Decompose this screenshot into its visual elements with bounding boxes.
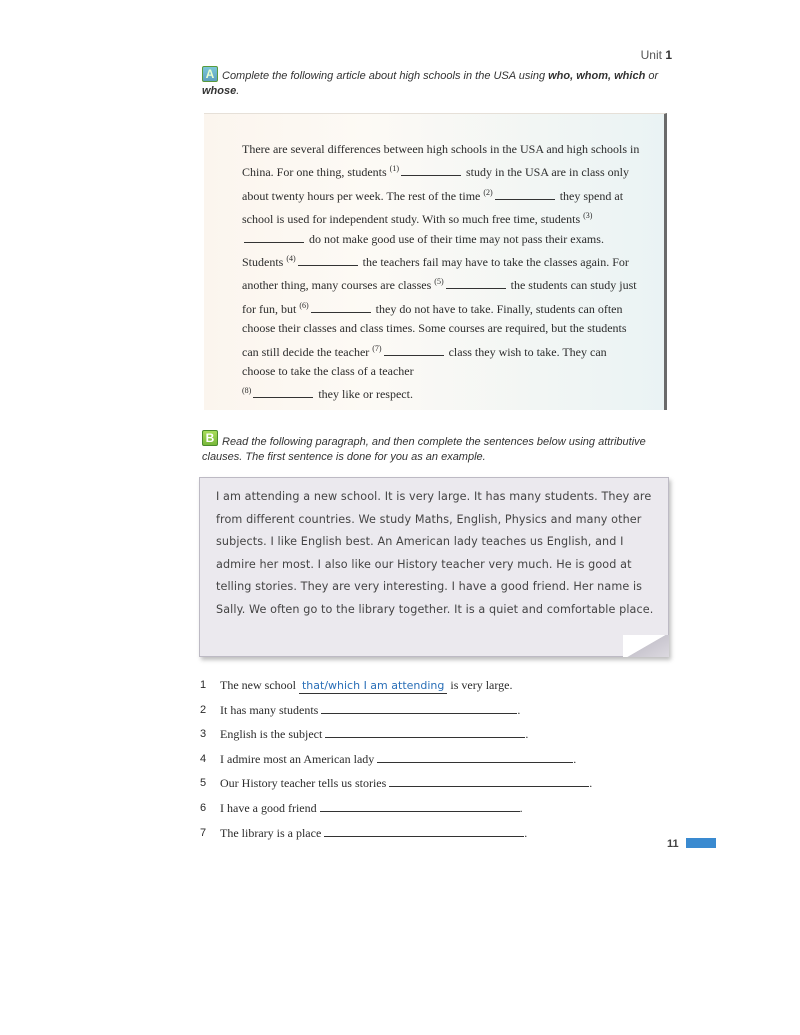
list-item: 4 I admire most an American lady .: [200, 751, 577, 766]
blank-6[interactable]: [311, 302, 371, 313]
blank-number: (8): [242, 386, 252, 396]
answer-blank[interactable]: [320, 799, 520, 812]
blank-3[interactable]: [244, 232, 304, 243]
answer-blank[interactable]: [389, 774, 589, 787]
blank-number: (2): [483, 187, 493, 197]
page-number: 11: [667, 838, 679, 850]
answer-blank[interactable]: [377, 750, 573, 763]
list-item: 7 The library is a place .: [200, 825, 528, 840]
answer-blank[interactable]: [324, 824, 524, 837]
page-curl-decoration: [623, 635, 669, 657]
exercise-list: [200, 676, 640, 848]
paragraph-text: I am attending a new school. It is very large. It has many students. They are from different countries. We study Maths, English, Physics and many other subjects. I like English best. An American lady teaches us English, and I admire her most. I also like our History teacher very much. He is good at telling stories. They are very interesting. I have a good friend. Her name is Sally. We often go to the library together. It is a quiet and comfortable place.: [216, 490, 654, 616]
blank-8[interactable]: [253, 387, 313, 398]
blank-5[interactable]: [446, 278, 506, 289]
blank-1[interactable]: [401, 165, 461, 176]
page-accent-bar: [684, 838, 716, 848]
list-item: 5 Our History teacher tells us stories .: [200, 776, 593, 791]
blank-number: (7): [372, 343, 382, 353]
answer-blank[interactable]: [321, 701, 517, 714]
unit-label: Unit 1: [640, 48, 672, 62]
blank-7[interactable]: [384, 345, 444, 356]
list-item: 6 I have a good friend .: [200, 800, 523, 815]
section-a-instruction: Complete the following article about high schools in the USA using who, whom, which or whose.: [202, 70, 659, 97]
list-item: 1 The new school that/which I am attending is very large.: [200, 678, 513, 692]
answer-blank[interactable]: [325, 725, 525, 738]
blank-number: (3): [583, 211, 593, 221]
list-item: 2 It has many students .: [200, 702, 521, 717]
blank-4[interactable]: [298, 255, 358, 266]
article-box: [204, 113, 667, 410]
section-b-badge: B: [202, 430, 218, 446]
paragraph-note: [199, 477, 669, 657]
blank-number: (1): [389, 164, 399, 174]
section-a-badge: A: [202, 66, 218, 82]
blank-number: (4): [286, 254, 296, 264]
article-text: There are several differences between high schools in the USA and high schools in China. For one thing, students $^{(1)}$ study in the USA are in class only about twenty hours per week. The rest of the time $^{(2)}$ they spend at school is used for independent study. With so much free time, students $^{(3)}$ do not make good use of their time may not pass their exams. Students $^{(4)}$ the teachers fail may have to take the classes again. For another thing, many courses are classes $^{(5)}$ the students can study just for fun, but $^{(6)}$ they do not have to take. Finally, students can often choose their classes and class times. Some courses are required, but the students can still decide the teacher $^{(7)}$ class they wish to take. They can choose to take the class of a teacher $^{(8)}$ they like or respect.: [242, 142, 640, 402]
list-item: 3 English is the subject .: [200, 727, 529, 742]
blank-number: (6): [299, 300, 309, 310]
blank-2[interactable]: [495, 189, 555, 200]
unit-number: 1: [665, 48, 672, 62]
blank-number: (5): [434, 277, 444, 287]
example-answer: that/which I am attending: [299, 679, 447, 694]
section-b-instruction: Read the following paragraph, and then complete the sentences below using attributive clauses. The first sentence is done for you as an example.: [202, 436, 646, 463]
